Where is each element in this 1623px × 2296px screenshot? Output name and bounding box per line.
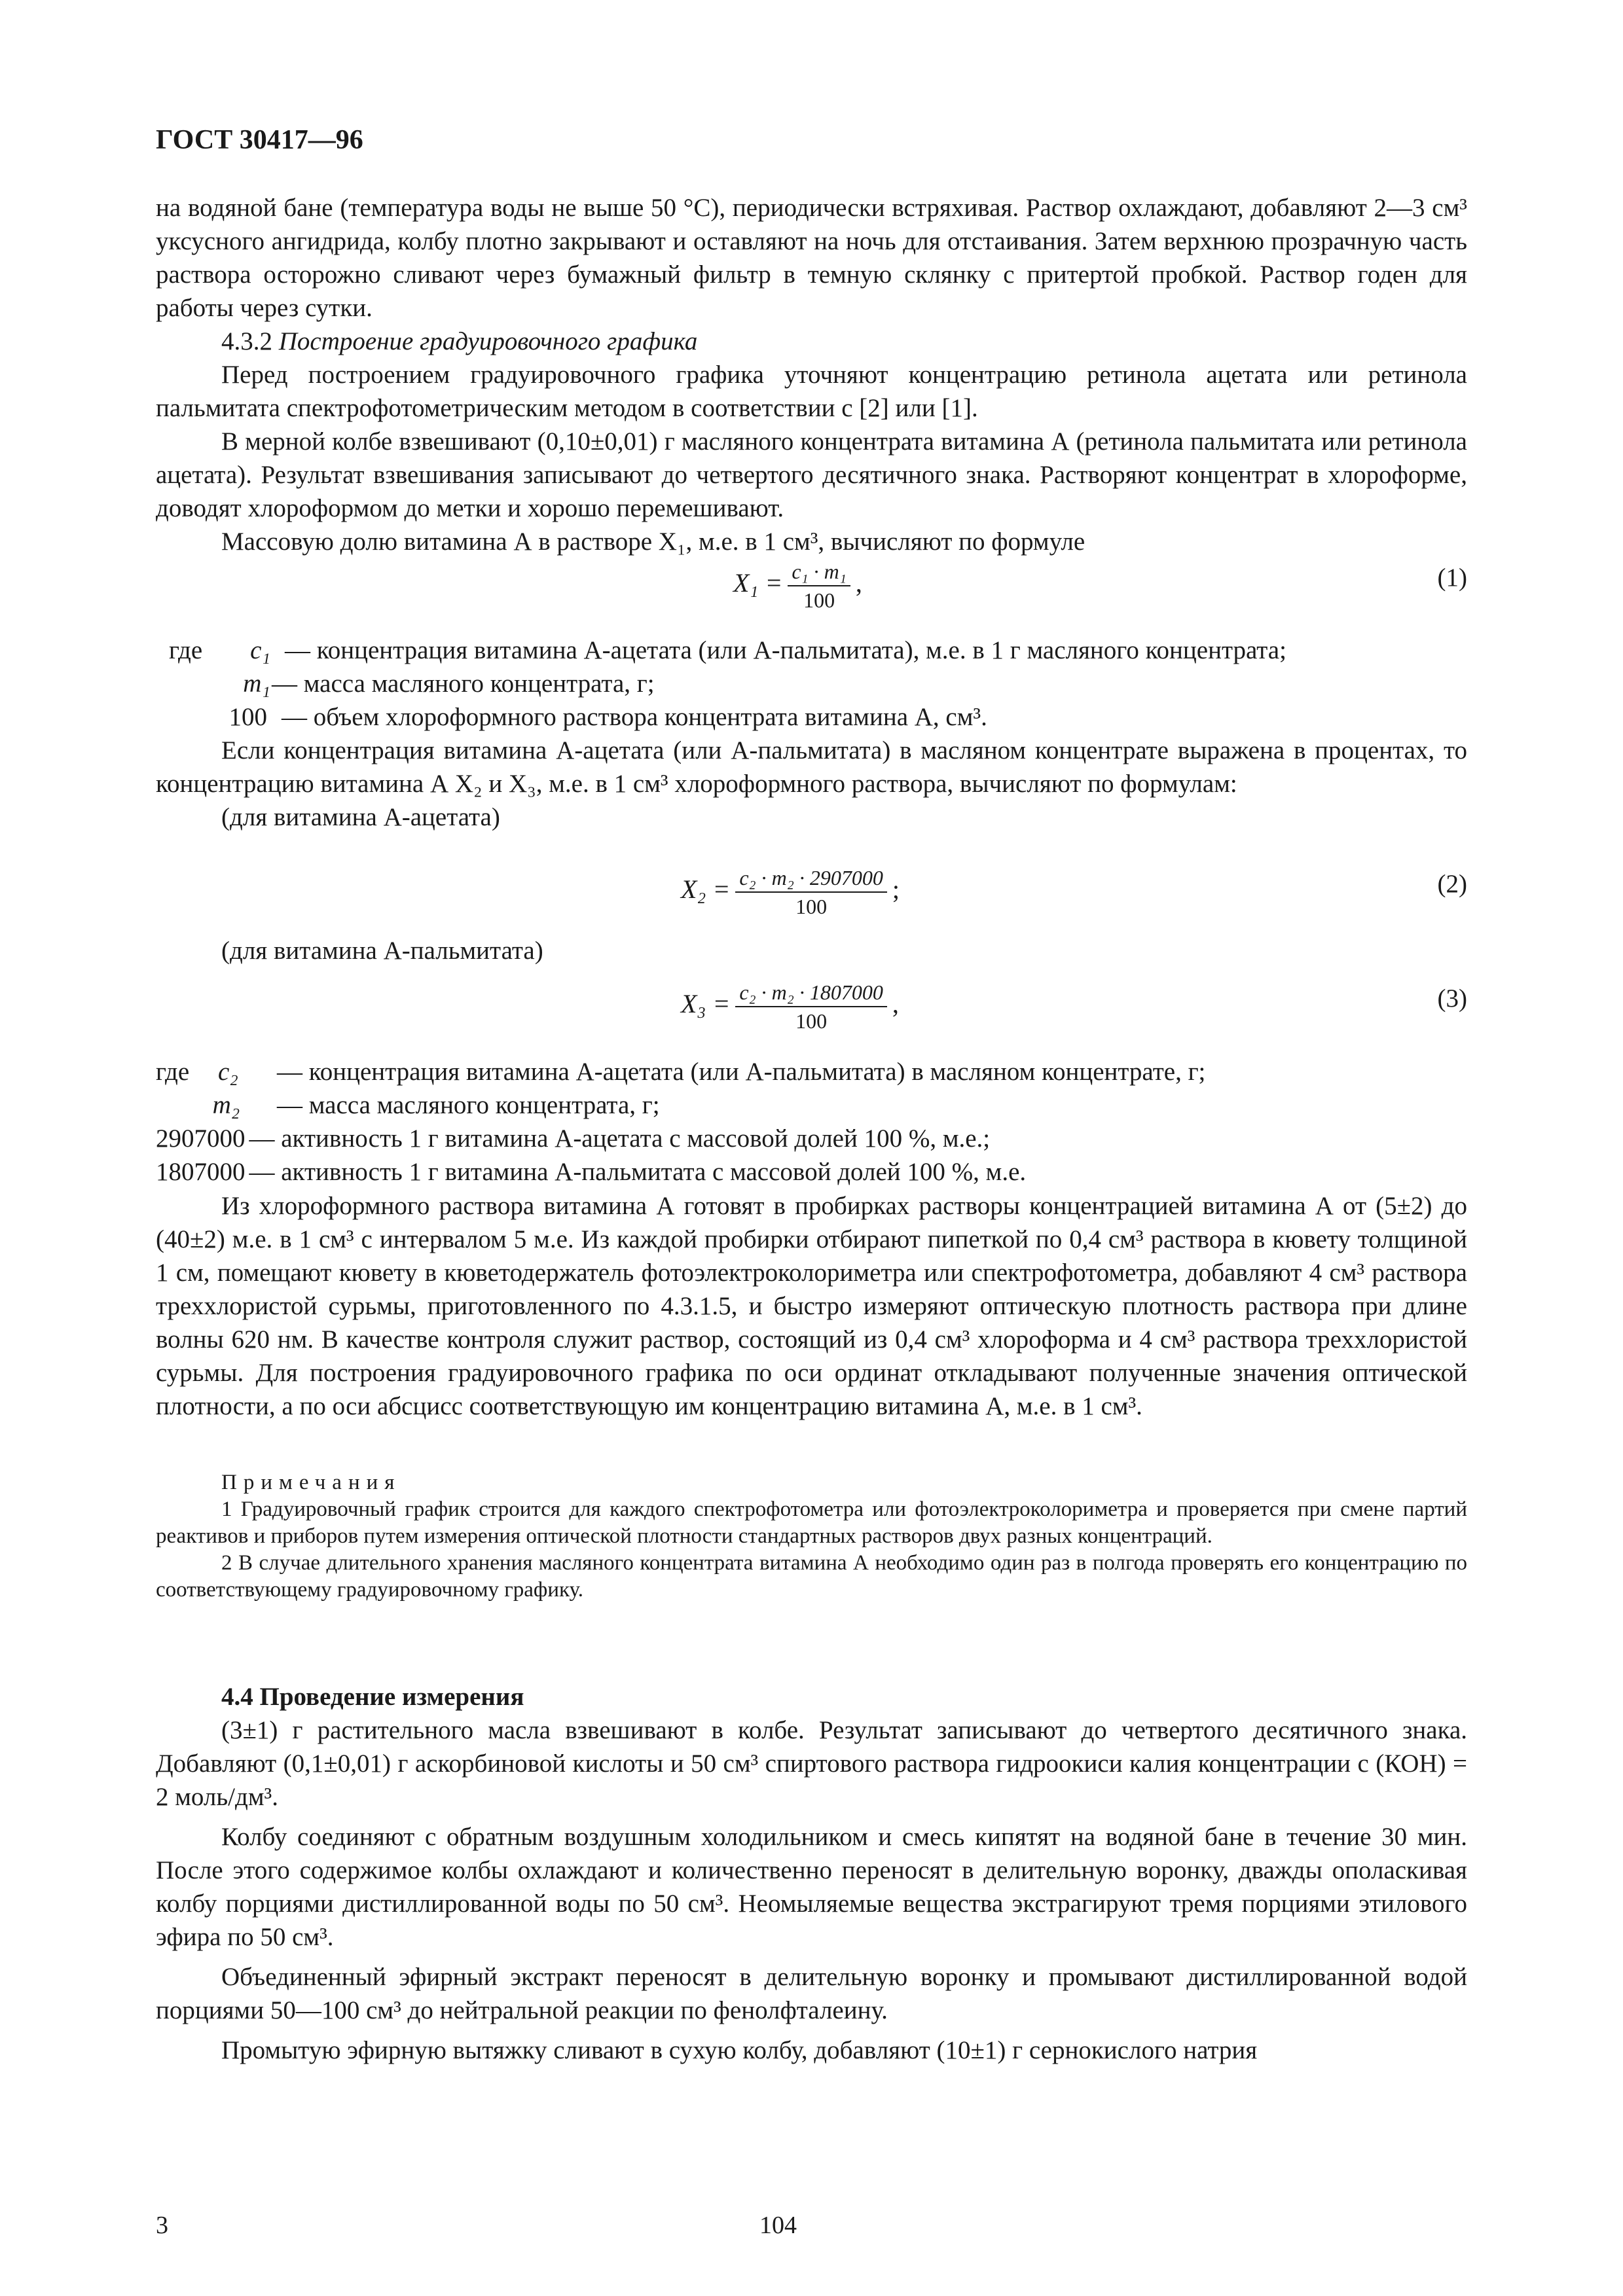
section-heading-44: 4.4 Проведение измерения [221,1683,524,1711]
fraction-numerator: c₂ · m₂ · 1807000 [735,978,887,1007]
symbol: m₂ [212,1091,240,1119]
fraction-denominator: 100 [795,895,828,918]
section-heading-432 [156,325,1467,358]
formula-punct: ; [892,874,900,905]
symbol: 1807000 [156,1158,246,1186]
definition: — масса масляного концентрата, г; [277,1091,660,1119]
standard-header: ГОСТ 30417—96 [156,125,363,155]
definition: — концентрация витамина А-ацетата (или А-пальмитата), м.е. в 1 г масляного концентрата; [285,636,1286,664]
definition: — масса масляного концентрата, г; [272,670,655,698]
paragraph: Из хлороформного раствора витамина А готовят в пробирках растворы концентрацией витамина А от (5±2) до (40±2) м.е. в 1 см³ с интервалом 5 м.е. Из каждой пробирки отбирают пипеткой по 0,4 см³ раствора в кювету толщиной 1 см, помещают кювету в кюветодержатель фотоэлектроколориметра или спектрофотометра, добавляют 4 см³ раствора треххлористой сурьмы, приготовленного по 4.3.1.5, и быстро измеряют оптическую плотность раствора при длине волны 620 нм. В качестве контроля служит раствор, состоящий из 0,4 см³ хлороформа и 4 см³ раствора треххлористой сурьмы. Для построения градуировочного графика по оси ординат откладывают полученные значения оптической плотности, а по оси абсцисс соответствующую им концентрацию витамина А, м.е. в 1 см³. [156,1192,1467,1420]
formula-lhs: X₃ = [681,989,731,1019]
definition: — концентрация витамина А-ацетата (или А-пальмитата) в масляном концентрате, г; [277,1058,1206,1086]
formula-3 [681,978,899,1035]
fraction-denominator: 100 [803,588,835,612]
paragraph: Массовую долю витамина А в растворе X₁, м.е. в 1 см³, вычисляют по формуле [221,528,1085,556]
definition: — объем хлороформного раствора концентрата витамина А, см³. [282,703,987,731]
where-row [156,1122,1492,1155]
note-1: 1 Градуировочный график строится для каждого спектрофотометра или фотоэлектроколориметра и проверяется при смене партий реактивов и приборов путем измерения оптической плотности стандартных растворов двух разных концентраций. [156,1498,1467,1548]
where-row: где c₂ — концентрация витамина А-ацетата (или А-пальмитата) в масляном концентрате, г; [156,1055,1492,1088]
paragraph: Колбу соединяют с обратным воздушным холодильником и смесь кипятят на водяной бане в течение 30 мин. После этого содержимое колбы охлаждают и количественно переносят в делительную воронку, дважды ополаскивая колбу порциями дистиллированной воды по 50 см³. Неомыляемые вещества экстрагируют тремя порциями этилового эфира по 50 см³. [156,1823,1467,1951]
section-4-4 [156,1680,1467,2067]
fraction-numerator: c₂ · m₂ · 2907000 [735,864,887,893]
formula-lhs: X₂ = [681,874,731,905]
where-list-1 [156,634,1492,734]
formula-2 [681,864,900,920]
equation-number-2: (2) [1437,870,1467,898]
section-title: Построение градуировочного графика [278,327,698,355]
where-list-2 [156,1055,1492,1189]
fraction [735,978,887,1035]
paragraph: В мерной колбе взвешивают (0,10±0,01) г масляного концентрата витамина А (ретинола пальмитата или ретинола ацетата). Результат взвешивания записывают до четвертого десятичного знака. Растворяют концентрат в хлороформе, доводят хлороформом до метки и хорошо перемешивают. [156,427,1467,522]
symbol: c₂ [218,1058,238,1086]
formula-lhs: X₁ = [733,568,783,598]
formula-1 [733,558,862,614]
fraction [788,558,850,614]
symbol: m₁ [243,670,270,698]
paragraph: Объединенный эфирный экстракт переносят в делительную воронку и промывают дистиллированной водой порциями 50—100 см³ до нейтральной реакции по фенолфталеину. [156,1963,1467,2024]
where-row [156,700,1492,734]
definition: — активность 1 г витамина А-пальмитата с массовой долей 100 %, м.е. [249,1158,1027,1186]
paragraph: Промытую эфирную вытяжку сливают в сухую колбу, добавляют (10±1) г сернокислого натрия [221,2036,1258,2064]
formula-punct: , [892,989,899,1019]
text-block-1 [156,191,1467,558]
formula-punct: , [855,568,862,598]
paragraph: (3±1) г растительного масла взвешивают в колбе. Результат записывают до четвертого десятичного знака. Добавляют (0,1±0,01) г аскорбиновой кислоты и 50 см³ спиртового раствора гидроокиси калия концентрации с (КОН) = 2 моль/дм³. [156,1716,1467,1811]
text-block-2b [156,934,1467,967]
paragraph: Если концентрация витамина А-ацетата (или А-пальмитата) в масляном концентрате выражена в процентах, то концентрацию витамина А X₂ и X₃, м.е. в 1 см³ хлороформного раствора, вычисляют по формулам: [156,736,1467,798]
where-row: где c₁ — концентрация витамина А-ацетата (или А-пальмитата), м.е. в 1 г масляного концентрата; [156,634,1492,667]
page-number-left: 3 [156,2212,168,2239]
fraction-numerator: c₁ · m₁ [788,558,850,586]
text-block-2 [156,734,1467,834]
paragraph: Перед построением градуировочного графика уточняют концентрацию ретинола ацетата или ретинола пальмитата спектрофотометрическим методом в соответствии с [2] или [1]. [156,361,1467,422]
definition: — активность 1 г витамина А-ацетата с массовой долей 100 %, м.е.; [249,1124,991,1153]
label-palmitate: (для витамина А-пальмитата) [221,937,543,965]
page-number-center: 104 [759,2212,797,2239]
where-row [156,667,1492,700]
notes-title: Примечания [221,1471,401,1494]
equation-number-1: (1) [1437,564,1467,592]
text-block-3 [156,1189,1467,1423]
symbol: 100 [228,703,267,731]
fraction [735,864,887,920]
symbol: c₁ [250,636,270,664]
where-row [156,1155,1492,1189]
section-number: 4.3.2 [221,327,272,355]
equation-number-3: (3) [1437,984,1467,1013]
fraction-denominator: 100 [795,1009,828,1033]
notes-block [156,1469,1467,1604]
symbol: 2907000 [156,1124,246,1153]
where-row [156,1088,1492,1122]
label-acetate: (для витамина А-ацетата) [221,803,500,831]
note-2: 2 В случае длительного хранения масляного концентрата витамина А необходимо один раз в полгода проверять его концентрацию по соответствующему градуировочному графику. [156,1551,1467,1602]
paragraph: на водяной бане (температура воды не выше 50 °С), периодически встряхивая. Раствор охлаждают, добавляют 2—3 см³ уксусного ангидрида, колбу плотно закрывают и оставляют на ночь для отстаивания. Затем верхнюю прозрачную часть раствора осторожно сливают через бумажный фильтр в темную склянку с притертой пробкой. Раствор годен для работы через сутки. [156,194,1467,322]
